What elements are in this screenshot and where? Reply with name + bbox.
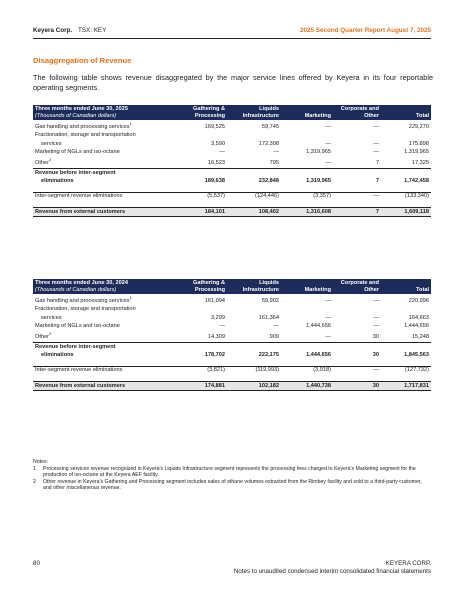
table-cell: 172,308 <box>258 140 279 147</box>
footnote-ref: 2 <box>49 331 52 337</box>
table-row <box>33 351 431 359</box>
table-cell: (119,993) <box>227 366 281 375</box>
column-header: Total <box>381 105 431 120</box>
table-cell: — <box>373 314 379 321</box>
table-cell: (133,340) <box>381 192 431 201</box>
table-cell: — <box>219 149 225 156</box>
table-caption <box>33 279 173 294</box>
row-label <box>33 177 173 185</box>
column-header: Marketing <box>281 105 333 120</box>
table-cell: — <box>325 314 331 321</box>
table-row <box>33 168 431 177</box>
table-cell: 175,898 <box>408 140 429 147</box>
table-cell: 909 <box>269 334 279 341</box>
ticker: TSX: KEY <box>77 27 107 34</box>
row-label <box>33 381 173 390</box>
note-2 <box>33 479 431 492</box>
table-row <box>33 366 431 375</box>
row-label-text: Gas handling and processing services <box>35 123 130 130</box>
table-cell: 1,319,965 <box>404 149 429 156</box>
column-header: Total <box>381 279 431 294</box>
row-label-text: Marketing of NGLs and iso-octane <box>35 323 120 330</box>
table-cell: 161,094 <box>204 297 225 304</box>
table-cell: 178,702 <box>204 352 225 359</box>
table-row <box>33 148 431 156</box>
table-cell: 7 <box>333 207 381 216</box>
table-cell: 3,299 <box>211 314 225 321</box>
table-cell: — <box>273 149 279 156</box>
table-cell: — <box>373 297 379 304</box>
table-cell: 16,523 <box>207 160 225 167</box>
table-cell: — <box>219 323 225 330</box>
row-label <box>33 148 173 156</box>
row-label-text: Gas handling and processing services <box>35 297 130 304</box>
row-label-text: Revenue from external customers <box>35 208 126 215</box>
table-cell: — <box>325 123 331 130</box>
table-cell: (127,732) <box>381 366 431 375</box>
table-cell: (3,357) <box>281 192 333 201</box>
table-cell: 7 <box>375 160 379 167</box>
notes-title: Notes: <box>33 459 48 465</box>
table-caption <box>33 105 173 120</box>
table-cell: 1,609,118 <box>381 207 431 216</box>
table-cell: — <box>325 297 331 304</box>
row-label-text: services <box>41 140 62 147</box>
period-label: Three months ended June 30, 2025 <box>35 106 128 112</box>
row-label <box>33 140 173 148</box>
table-cell: (124,446) <box>227 192 281 201</box>
row-label <box>33 366 173 375</box>
table-cell: 59,745 <box>261 123 279 130</box>
row-label <box>33 192 173 201</box>
table-cell: 14,309 <box>207 334 225 341</box>
table-row <box>33 177 431 185</box>
row-label <box>33 294 173 305</box>
table-cell: 1,319,965 <box>306 178 331 185</box>
column-header: Liquids Infrastructure <box>227 279 281 294</box>
table-row <box>33 305 431 313</box>
table-cell: 189,638 <box>204 178 225 185</box>
table-row <box>33 294 431 305</box>
table-row <box>33 207 431 216</box>
table-cell: 222,175 <box>258 352 279 359</box>
table-cell: 1,444,656 <box>306 323 331 330</box>
table-cell: 1,319,965 <box>306 149 331 156</box>
column-header: Gathering & Processing <box>173 279 227 294</box>
column-header: Corporate and Other <box>333 279 381 294</box>
table-cell: 220,996 <box>408 297 429 304</box>
row-label-text: Marketing of NGLs and iso-octane <box>35 149 120 156</box>
table-row <box>33 192 431 201</box>
row-label-text: services <box>41 314 62 321</box>
table-cell: 1,717,831 <box>381 381 431 390</box>
row-label-text: Other <box>35 334 49 341</box>
table-cell: (5,537) <box>173 192 227 201</box>
note-number: 2 <box>33 478 36 485</box>
table-cell: 795 <box>269 160 279 167</box>
table-cell: — <box>373 140 379 147</box>
table-cell: 164,663 <box>408 314 429 321</box>
table-row <box>33 157 431 169</box>
table-cell: 3,590 <box>211 140 225 147</box>
row-label <box>33 314 173 322</box>
table-header-row <box>33 279 431 294</box>
row-label-text: eliminations <box>41 352 74 359</box>
units-label: (Thousands of Canadian dollars) <box>35 112 117 119</box>
column-header: Corporate and Other <box>333 105 381 120</box>
table-cell: 1,440,738 <box>281 381 333 390</box>
row-label <box>33 331 173 343</box>
intro-paragraph: The following table shows revenue disaggregated by the major service lines offered by Keyera in its four reportable operating segments. <box>33 73 433 93</box>
section-title: Disaggregation of Revenue <box>33 56 132 65</box>
column-header: Gathering & Processing <box>173 105 227 120</box>
table-cell: — <box>373 149 379 156</box>
table-cell: 102,182 <box>227 381 281 390</box>
table-cell: 1,316,608 <box>281 207 333 216</box>
table-cell: — <box>333 366 381 375</box>
row-label: Revenue before inter-segment <box>33 168 173 177</box>
units-label: (Thousands of Canadian dollars) <box>35 286 117 293</box>
table-cell: 59,902 <box>261 297 279 304</box>
table-cell: 1,444,656 <box>306 352 331 359</box>
table-cell: 161,364 <box>258 314 279 321</box>
period-label: Three months ended June 30, 2024 <box>35 280 128 286</box>
column-header: Marketing <box>281 279 333 294</box>
row-label-text: Inter-segment revenue eliminations <box>35 193 123 200</box>
row-label <box>33 207 173 216</box>
table-cell: (3,821) <box>173 366 227 375</box>
row-label: Revenue before inter-segment <box>33 342 173 351</box>
table-row <box>33 140 431 148</box>
table-row <box>33 381 431 390</box>
table-cell: 1,845,563 <box>404 352 429 359</box>
revenue-table-2024 <box>33 279 431 391</box>
table-cell: — <box>273 323 279 330</box>
column-header: Liquids Infrastructure <box>227 105 281 120</box>
table-cell: — <box>373 123 379 130</box>
row-label: Fractionation, storage and transportation <box>35 306 136 313</box>
row-label: Fractionation, storage and transportation <box>35 132 136 139</box>
row-label <box>33 351 173 359</box>
report-title: 2025 Second Quarter Report August 7, 2025 <box>300 27 431 34</box>
table-row <box>33 120 431 131</box>
table-row <box>33 131 431 139</box>
row-label-text: Inter-segment revenue eliminations <box>35 367 123 374</box>
table-cell: 169,525 <box>204 123 225 130</box>
notes <box>33 459 431 492</box>
table-cell: — <box>325 334 331 341</box>
table-cell: 30 <box>333 381 381 390</box>
company-name: Keyera Corp. <box>33 27 73 34</box>
table-row <box>33 342 431 351</box>
table-cell: 108,402 <box>227 207 281 216</box>
note-number: 1 <box>33 465 36 472</box>
table-cell: 30 <box>372 334 379 341</box>
table-header-row <box>33 105 431 120</box>
footnote-ref: 2 <box>49 157 52 163</box>
table-cell: 1,742,458 <box>404 178 429 185</box>
table-cell: (3,918) <box>281 366 333 375</box>
table-cell: 30 <box>372 352 379 359</box>
row-label <box>33 322 173 330</box>
footnote-ref: 1 <box>129 121 132 127</box>
footer-document: Notes to unaudited condensed interim consolidated financial statements <box>233 568 431 576</box>
header-rule <box>33 38 431 39</box>
page-number: 80 <box>33 560 40 567</box>
table-cell: — <box>373 323 379 330</box>
footnote-ref: 1 <box>129 295 132 301</box>
row-label <box>33 120 173 131</box>
table-cell: 184,101 <box>173 207 227 216</box>
table-cell: — <box>333 192 381 201</box>
table-cell: — <box>325 160 331 167</box>
table-cell: 174,881 <box>173 381 227 390</box>
note-text: Other revenue in Keyera's Gathering and Processing segment includes sales of ethane volumes extracted from the Rimbey facility and sold to a third-party customer, and other miscellaneous revenue. <box>43 478 422 492</box>
row-label <box>33 157 173 169</box>
table-row <box>33 331 431 343</box>
note-text: Processing services revenue recognized in Keyera's Liquids Infrastructure segment represents the processing fees charged to Keyera's Marketing segment for the production of iso-octane at the Keyera AEF facility. <box>43 465 416 479</box>
table-cell: 1,444,656 <box>404 323 429 330</box>
row-label-text: Revenue from external customers <box>35 382 126 389</box>
table-cell: 232,848 <box>258 178 279 185</box>
table-cell: 15,248 <box>411 334 429 341</box>
table-row <box>33 322 431 330</box>
note-1 <box>33 466 431 479</box>
row-label-text: Other <box>35 160 49 167</box>
page-header <box>33 27 431 37</box>
table-cell: — <box>325 140 331 147</box>
footer-company: KEYERA CORP. <box>385 560 431 567</box>
table-cell: 17,325 <box>411 160 429 167</box>
table-row <box>33 314 431 322</box>
table-cell: 229,270 <box>408 123 429 130</box>
row-label-text: eliminations <box>41 178 74 185</box>
table-cell: 7 <box>375 178 379 185</box>
revenue-table-2025 <box>33 105 431 217</box>
page-footer <box>234 560 431 577</box>
